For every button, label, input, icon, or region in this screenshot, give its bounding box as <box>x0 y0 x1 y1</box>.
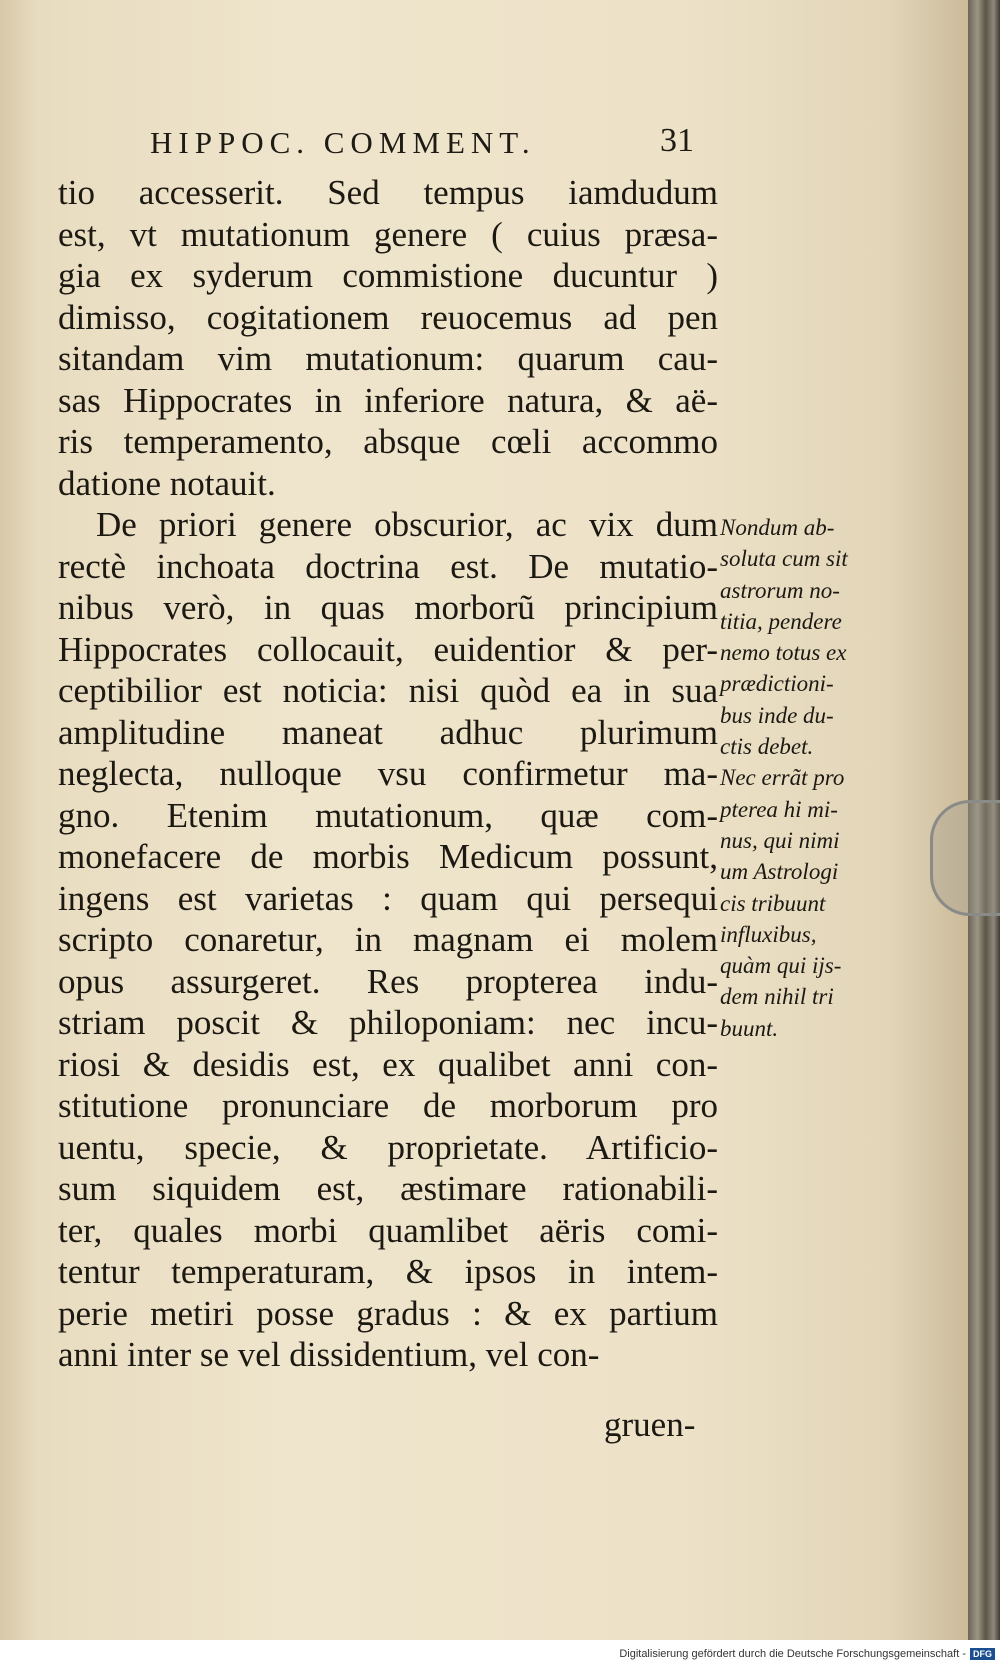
margin-note-line: um Astrologi <box>720 859 839 885</box>
text-line: rectè inchoata doctrina est. De mutatio- <box>58 546 718 586</box>
margin-note-line: nemo totus ex <box>720 640 847 666</box>
text-line: nibus verò, in quas morborũ principium <box>58 588 718 627</box>
margin-note-line: soluta cum sit <box>720 546 848 572</box>
margin-note-line: Nec errãt pro <box>720 765 845 791</box>
text-line: ris temperamento, absque cœli accommo <box>58 422 718 461</box>
text-line: datione notauit. <box>58 463 276 503</box>
main-text-column <box>58 172 718 1376</box>
text-line: anni inter se vel dissidentium, vel con- <box>58 1335 600 1374</box>
margin-note-line: influxibus, <box>720 921 817 947</box>
marginal-note <box>720 512 895 1044</box>
margin-note-line: buunt. <box>720 1015 779 1041</box>
catchword: gruen- <box>604 1405 696 1444</box>
text-line: gno. Etenim mutationum, quæ com- <box>58 795 718 835</box>
running-title: HIPPOC. COMMENT. <box>150 125 536 160</box>
margin-note-line: ctis debet. <box>720 734 814 760</box>
text-line: striam poscit & philoponiam: nec incu- <box>58 1003 718 1042</box>
text-line: monefacere de morbis Medicum possunt, <box>58 837 718 876</box>
text-line: scripto conaretur, in magnam ei molem <box>58 920 718 959</box>
text-line: ter, quales morbi quamlibet aëris comi- <box>58 1210 718 1250</box>
text-line: gia ex syderum commistione ducuntur ) <box>58 256 718 295</box>
margin-note-line: quàm qui ijs- <box>720 953 842 979</box>
digitization-credit <box>600 1648 995 1666</box>
text-line: perie metiri posse gradus : & ex partium <box>58 1293 718 1333</box>
text-line: tio accesserit. Sed tempus iamdudum <box>58 173 718 212</box>
text-line: Hippocrates collocauit, euidentior & per- <box>58 629 718 669</box>
margin-note-line: bus inde du- <box>720 702 834 728</box>
text-line: opus assurgeret. Res propterea indu- <box>58 961 718 1001</box>
text-line: stitutione pronunciare de morborum pro <box>58 1086 718 1125</box>
margin-note-line: dem nihil tri <box>720 984 834 1010</box>
text-line: ceptibilior est noticia: nisi quòd ea in sua <box>58 671 718 710</box>
text-line: neglecta, nulloque vsu confirmetur ma- <box>58 754 718 793</box>
text-line: sum siquidem est, æstimare rationabili- <box>58 1169 718 1208</box>
text-line: uentu, specie, & proprietate. Artificio- <box>58 1127 718 1167</box>
margin-note-line: pterea hi mi- <box>720 796 838 822</box>
margin-note-line: titia, pendere <box>720 608 842 634</box>
text-line: sas Hippocrates in inferiore natura, & aë- <box>58 380 718 420</box>
margin-note-line: cis tribuunt <box>720 890 826 916</box>
text-line: De priori genere obscurior, ac vix dum <box>96 505 718 544</box>
page-number: 31 <box>660 122 694 159</box>
text-line: dimisso, cogitationem reuocemus ad pen <box>58 297 718 337</box>
bookmark-tab <box>930 800 1000 916</box>
dfg-logo: DFG <box>970 1648 995 1660</box>
text-line: tentur temperaturam, & ipsos in intem- <box>58 1252 718 1291</box>
credit-text: Digitalisierung gefördert durch die Deutsche Forschungsgemeinschaft - <box>619 1648 966 1660</box>
margin-note-line: astrorum no- <box>720 577 840 603</box>
margin-note-line: prædictioni- <box>720 671 834 697</box>
text-line: sitandam vim mutationum: quarum cau- <box>58 339 718 378</box>
text-line: est, vt mutationum genere ( cuius præsa- <box>58 214 718 254</box>
text-line: riosi & desidis est, ex qualibet anni con- <box>58 1044 718 1084</box>
margin-note-line: Nondum ab- <box>720 515 835 540</box>
text-line: amplitudine maneat adhuc plurimum <box>58 712 718 752</box>
text-line: ingens est varietas : quam qui persequi <box>58 878 718 918</box>
margin-note-line: nus, qui nimi <box>720 827 840 853</box>
